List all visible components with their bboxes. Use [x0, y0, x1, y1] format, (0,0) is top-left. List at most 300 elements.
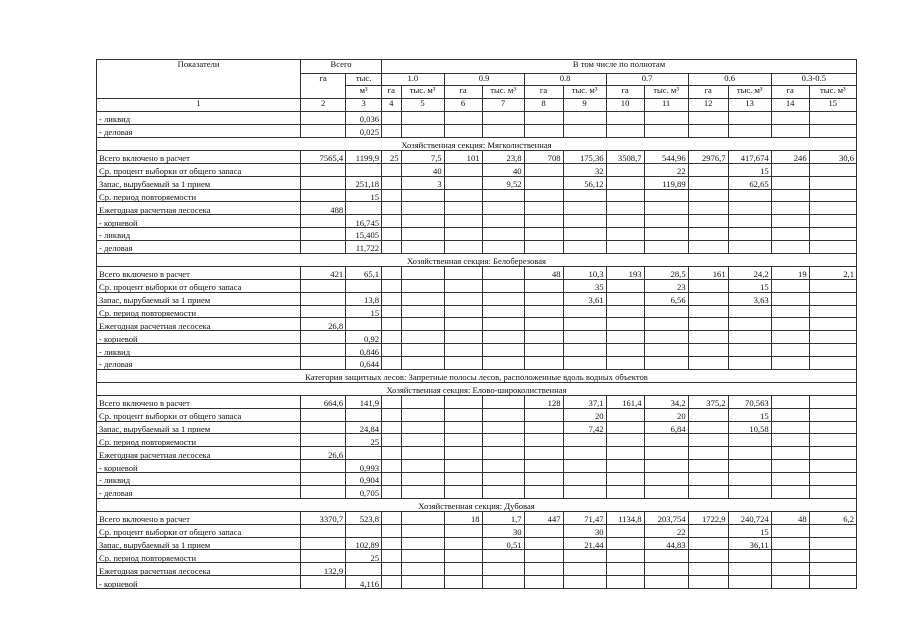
value-cell: [809, 215, 856, 228]
value-cell: 0,846: [346, 344, 382, 357]
value-cell: [644, 434, 688, 447]
value-cell: 6,56: [644, 292, 688, 305]
unit-thousand-m3: тыс. м³: [563, 86, 606, 99]
row-label: Ср. процент выборки от общего запаса: [97, 524, 301, 537]
value-cell: [809, 434, 856, 447]
section-heading-row: [97, 253, 857, 266]
value-cell: [444, 125, 482, 138]
value-cell: [482, 344, 524, 357]
section-heading: Хозяйственная секция: Елово-широколиственная: [97, 382, 857, 395]
value-cell: [524, 189, 563, 202]
value-cell: 6,84: [644, 421, 688, 434]
value-cell: [809, 241, 856, 254]
value-cell: [771, 331, 809, 344]
row-label: Ср. период повторяемости: [97, 550, 301, 563]
value-cell: [688, 292, 728, 305]
value-cell: [728, 447, 771, 460]
value-cell: [444, 550, 482, 563]
value-cell: [644, 344, 688, 357]
value-cell: [301, 473, 346, 486]
value-cell: [606, 434, 644, 447]
value-cell: 56,12: [563, 176, 606, 189]
unit-ha: га: [606, 86, 644, 99]
value-cell: [606, 331, 644, 344]
value-cell: [809, 537, 856, 550]
value-cell: [563, 563, 606, 576]
value-cell: [563, 215, 606, 228]
table-body: [97, 112, 857, 589]
value-cell: 13,8: [346, 292, 382, 305]
value-cell: [301, 215, 346, 228]
table-row: [97, 215, 857, 228]
value-cell: [563, 189, 606, 202]
value-cell: [301, 305, 346, 318]
value-cell: [482, 563, 524, 576]
value-cell: 10,3: [563, 266, 606, 279]
value-cell: [809, 460, 856, 473]
value-cell: [382, 460, 401, 473]
value-cell: [444, 473, 482, 486]
value-cell: [809, 112, 856, 125]
table-row: [97, 150, 857, 163]
value-cell: 19: [771, 266, 809, 279]
value-cell: [401, 202, 444, 215]
column-number: 5: [401, 99, 444, 112]
value-cell: [771, 408, 809, 421]
row-label: - ликвид: [97, 473, 301, 486]
value-cell: [606, 241, 644, 254]
unit-ha: га: [524, 86, 563, 99]
value-cell: [688, 202, 728, 215]
value-cell: [301, 486, 346, 499]
value-cell: [444, 563, 482, 576]
value-cell: [728, 202, 771, 215]
value-cell: 0,904: [346, 473, 382, 486]
value-cell: [728, 305, 771, 318]
value-cell: 132,9: [301, 563, 346, 576]
value-cell: [401, 563, 444, 576]
row-label: Ежегодная расчетная лесосека: [97, 447, 301, 460]
value-cell: [606, 576, 644, 589]
row-label: Всего включено в расчет: [97, 395, 301, 408]
value-cell: 0,705: [346, 486, 382, 499]
value-cell: [809, 189, 856, 202]
value-cell: [524, 550, 563, 563]
value-cell: 30: [563, 524, 606, 537]
value-cell: [482, 408, 524, 421]
table-row: [97, 202, 857, 215]
value-cell: [809, 279, 856, 292]
by-density-header: В том числе по полнотам: [382, 60, 857, 74]
total-volume-unit-bottom: м³: [346, 86, 382, 99]
value-cell: [809, 447, 856, 460]
value-cell: [444, 112, 482, 125]
value-cell: [688, 563, 728, 576]
value-cell: 15: [728, 279, 771, 292]
value-cell: [809, 125, 856, 138]
value-cell: 1,7: [482, 511, 524, 524]
value-cell: 6,2: [809, 511, 856, 524]
column-number: 14: [771, 99, 809, 112]
value-cell: [771, 537, 809, 550]
value-cell: [301, 344, 346, 357]
row-label: - деловая: [97, 241, 301, 254]
value-cell: 119,89: [644, 176, 688, 189]
value-cell: [728, 189, 771, 202]
value-cell: 15,405: [346, 228, 382, 241]
value-cell: [401, 125, 444, 138]
unit-thousand-m3: тыс. м³: [401, 86, 444, 99]
value-cell: [606, 460, 644, 473]
value-cell: 11,722: [346, 241, 382, 254]
value-cell: 4,116: [346, 576, 382, 589]
value-cell: 3,63: [728, 292, 771, 305]
value-cell: [524, 292, 563, 305]
value-cell: 34,2: [644, 395, 688, 408]
section-heading: Категория защитных лесов: Запретные полосы лесов, расположенные вдоль водных объектов: [97, 369, 857, 382]
value-cell: 30,6: [809, 150, 856, 163]
value-cell: [444, 395, 482, 408]
value-cell: [401, 460, 444, 473]
value-cell: [728, 460, 771, 473]
section-heading-row: [97, 137, 857, 150]
value-cell: 488: [301, 202, 346, 215]
value-cell: 0,993: [346, 460, 382, 473]
row-label: - корневой: [97, 576, 301, 589]
value-cell: [771, 279, 809, 292]
value-cell: [688, 421, 728, 434]
table-row: [97, 434, 857, 447]
value-cell: [444, 576, 482, 589]
value-cell: 1722,9: [688, 511, 728, 524]
value-cell: [401, 331, 444, 344]
value-cell: [563, 125, 606, 138]
value-cell: 40: [401, 163, 444, 176]
value-cell: [728, 357, 771, 370]
value-cell: [401, 473, 444, 486]
value-cell: [688, 550, 728, 563]
value-cell: [524, 408, 563, 421]
row-label: Запас, вырубаемый за 1 прием: [97, 421, 301, 434]
value-cell: [382, 163, 401, 176]
value-cell: [482, 125, 524, 138]
value-cell: [563, 305, 606, 318]
table-row: [97, 563, 857, 576]
value-cell: [688, 434, 728, 447]
section-heading-row: [97, 369, 857, 382]
value-cell: [524, 331, 563, 344]
value-cell: [728, 241, 771, 254]
value-cell: [444, 318, 482, 331]
header-row-1: [97, 60, 857, 74]
row-label: Всего включено в расчет: [97, 266, 301, 279]
value-cell: [346, 318, 382, 331]
value-cell: [771, 292, 809, 305]
value-cell: [809, 550, 856, 563]
value-cell: [644, 486, 688, 499]
value-cell: [524, 112, 563, 125]
value-cell: 71,47: [563, 511, 606, 524]
value-cell: [482, 305, 524, 318]
value-cell: [606, 563, 644, 576]
value-cell: [771, 112, 809, 125]
table-row: [97, 421, 857, 434]
total-volume-unit-top: тыс.: [346, 73, 382, 86]
value-cell: [482, 434, 524, 447]
table-row: [97, 112, 857, 125]
value-cell: [382, 473, 401, 486]
row-label: - ликвид: [97, 344, 301, 357]
value-cell: [644, 550, 688, 563]
table-row: [97, 511, 857, 524]
value-cell: [482, 202, 524, 215]
value-cell: [301, 550, 346, 563]
value-cell: 22: [644, 163, 688, 176]
value-cell: 3: [401, 176, 444, 189]
value-cell: [771, 434, 809, 447]
value-cell: [382, 176, 401, 189]
value-cell: [482, 486, 524, 499]
value-cell: [382, 537, 401, 550]
value-cell: [771, 344, 809, 357]
column-number: 6: [444, 99, 482, 112]
value-cell: 70,563: [728, 395, 771, 408]
value-cell: [809, 176, 856, 189]
table-row: [97, 473, 857, 486]
value-cell: [401, 537, 444, 550]
value-cell: [382, 279, 401, 292]
value-cell: [301, 460, 346, 473]
table-row: [97, 163, 857, 176]
value-cell: 25: [346, 550, 382, 563]
value-cell: [688, 331, 728, 344]
value-cell: 44,83: [644, 537, 688, 550]
value-cell: [401, 447, 444, 460]
value-cell: 664,6: [301, 395, 346, 408]
value-cell: [482, 395, 524, 408]
table-row: [97, 331, 857, 344]
value-cell: 26,6: [301, 447, 346, 460]
value-cell: [382, 408, 401, 421]
value-cell: 15: [346, 189, 382, 202]
table-row: [97, 486, 857, 499]
value-cell: [563, 447, 606, 460]
value-cell: [688, 305, 728, 318]
value-cell: [382, 241, 401, 254]
value-cell: [771, 460, 809, 473]
value-cell: 35: [563, 279, 606, 292]
value-cell: 3,61: [563, 292, 606, 305]
value-cell: [301, 331, 346, 344]
row-label: Ежегодная расчетная лесосека: [97, 318, 301, 331]
value-cell: [401, 292, 444, 305]
value-cell: 102,89: [346, 537, 382, 550]
value-cell: 21,44: [563, 537, 606, 550]
value-cell: [524, 357, 563, 370]
value-cell: [606, 228, 644, 241]
value-cell: [524, 486, 563, 499]
value-cell: 447: [524, 511, 563, 524]
value-cell: [563, 331, 606, 344]
value-cell: [771, 202, 809, 215]
value-cell: [563, 228, 606, 241]
table-row: [97, 305, 857, 318]
value-cell: [644, 305, 688, 318]
table-row: [97, 125, 857, 138]
row-label: Ср. процент выборки от общего запаса: [97, 279, 301, 292]
section-heading-row: [97, 382, 857, 395]
row-label: Запас, вырубаемый за 1 прием: [97, 176, 301, 189]
value-cell: [401, 408, 444, 421]
value-cell: [301, 357, 346, 370]
value-cell: [771, 395, 809, 408]
value-cell: [644, 215, 688, 228]
value-cell: [482, 331, 524, 344]
value-cell: [444, 434, 482, 447]
value-cell: [401, 305, 444, 318]
value-cell: [401, 215, 444, 228]
value-cell: [728, 576, 771, 589]
value-cell: [688, 447, 728, 460]
value-cell: [346, 524, 382, 537]
value-cell: 0,036: [346, 112, 382, 125]
value-cell: [444, 202, 482, 215]
value-cell: [606, 524, 644, 537]
value-cell: [728, 344, 771, 357]
value-cell: [809, 163, 856, 176]
column-number: 7: [482, 99, 524, 112]
unit-thousand-m3: тыс. м³: [482, 86, 524, 99]
row-label: Запас, вырубаемый за 1 прием: [97, 292, 301, 305]
value-cell: [346, 563, 382, 576]
row-label: Запас, вырубаемый за 1 прием: [97, 537, 301, 550]
value-cell: [606, 486, 644, 499]
value-cell: 7,5: [401, 150, 444, 163]
value-cell: [688, 460, 728, 473]
column-number: 9: [563, 99, 606, 112]
value-cell: [382, 215, 401, 228]
value-cell: [728, 473, 771, 486]
table-row: [97, 550, 857, 563]
value-cell: [524, 228, 563, 241]
value-cell: [563, 486, 606, 499]
value-cell: [688, 176, 728, 189]
value-cell: [346, 202, 382, 215]
value-cell: [346, 408, 382, 421]
value-cell: [688, 357, 728, 370]
value-cell: [482, 189, 524, 202]
value-cell: [688, 112, 728, 125]
row-label: - корневой: [97, 331, 301, 344]
value-cell: [444, 241, 482, 254]
table-row: [97, 524, 857, 537]
table-row: [97, 228, 857, 241]
value-cell: [606, 305, 644, 318]
value-cell: [524, 163, 563, 176]
value-cell: [728, 550, 771, 563]
value-cell: [606, 447, 644, 460]
value-cell: 16,745: [346, 215, 382, 228]
value-cell: [563, 460, 606, 473]
value-cell: [524, 176, 563, 189]
value-cell: [524, 524, 563, 537]
value-cell: [482, 473, 524, 486]
value-cell: [688, 408, 728, 421]
value-cell: 23: [644, 279, 688, 292]
table-row: [97, 447, 857, 460]
column-number: 13: [728, 99, 771, 112]
value-cell: [401, 576, 444, 589]
value-cell: [301, 241, 346, 254]
value-cell: [382, 550, 401, 563]
value-cell: [382, 331, 401, 344]
value-cell: [809, 202, 856, 215]
value-cell: 175,36: [563, 150, 606, 163]
value-cell: [444, 228, 482, 241]
value-cell: 3508,7: [606, 150, 644, 163]
table-row: [97, 241, 857, 254]
value-cell: [644, 202, 688, 215]
density-header: 0.6: [688, 73, 771, 86]
value-cell: 24,2: [728, 266, 771, 279]
value-cell: [382, 434, 401, 447]
value-cell: [401, 421, 444, 434]
value-cell: [482, 576, 524, 589]
value-cell: [444, 421, 482, 434]
density-header: 0.7: [606, 73, 688, 86]
value-cell: [346, 163, 382, 176]
value-cell: 0,92: [346, 331, 382, 344]
value-cell: [728, 331, 771, 344]
value-cell: [444, 537, 482, 550]
value-cell: [728, 215, 771, 228]
value-cell: [482, 460, 524, 473]
value-cell: [382, 112, 401, 125]
value-cell: [771, 473, 809, 486]
value-cell: 0,025: [346, 125, 382, 138]
value-cell: [644, 112, 688, 125]
value-cell: [771, 318, 809, 331]
value-cell: [524, 202, 563, 215]
value-cell: [644, 473, 688, 486]
value-cell: [809, 357, 856, 370]
value-cell: 24,84: [346, 421, 382, 434]
value-cell: [382, 266, 401, 279]
row-label: - деловая: [97, 357, 301, 370]
row-label: - ликвид: [97, 112, 301, 125]
value-cell: 15: [728, 524, 771, 537]
value-cell: [771, 550, 809, 563]
value-cell: [382, 524, 401, 537]
unit-ha: га: [444, 86, 482, 99]
unit-ha: га: [688, 86, 728, 99]
value-cell: [809, 524, 856, 537]
value-cell: [771, 163, 809, 176]
value-cell: [301, 228, 346, 241]
value-cell: [524, 421, 563, 434]
table-row: [97, 344, 857, 357]
value-cell: [606, 318, 644, 331]
value-cell: [524, 215, 563, 228]
value-cell: [524, 125, 563, 138]
value-cell: [563, 318, 606, 331]
value-cell: 1199,9: [346, 150, 382, 163]
value-cell: [444, 279, 482, 292]
value-cell: [809, 421, 856, 434]
value-cell: 1134,8: [606, 511, 644, 524]
value-cell: [444, 357, 482, 370]
value-cell: [728, 318, 771, 331]
